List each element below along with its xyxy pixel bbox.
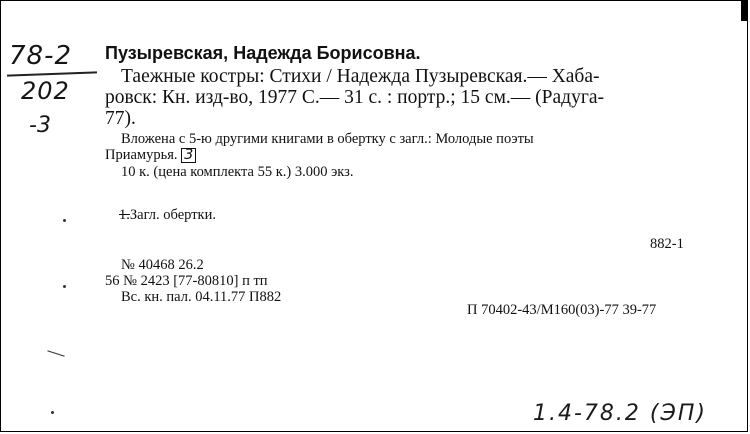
reference-number: 882-1: [650, 236, 684, 252]
note-line-2: [105, 147, 196, 164]
corner-notch: [741, 1, 747, 21]
service-line-3: Вс. кн. пал. 04.11.77 П882: [121, 289, 282, 305]
service-line-1: № 40468 26.2: [121, 257, 204, 273]
classification-middle: 202: [21, 77, 70, 105]
classification-bottom: -3: [29, 113, 51, 138]
author-heading: Пузыревская, Надежда Борисовна.: [105, 43, 421, 63]
bottom-handwriting: 1.4-78.2 (ЭП): [533, 401, 707, 426]
price-line: 10 к. (цена комплекта 55 к.) 3.000 экз.: [121, 164, 354, 180]
specks: [51, 411, 54, 414]
specks: [63, 285, 66, 288]
index-code: П 70402-43/М160(03)-77 39-77: [467, 302, 657, 318]
title-line-2: ровск: Кн. изд-во, 1977 С.— 31 с. : портр.; 15 см.— (Радуга-: [105, 87, 604, 108]
note-line-1: Вложена с 5-ю другими книгами в обертку с загл.: Молодые поэты: [121, 131, 534, 147]
cover-note-text: Загл. обертки.: [129, 207, 216, 223]
classification-divider: [7, 71, 97, 76]
classification-top: 78-2: [9, 41, 73, 71]
boxed-number: 3: [181, 148, 196, 163]
cover-note: [119, 207, 216, 224]
title-line-3: 77).: [105, 108, 136, 129]
title-line-1: Таежные костры: Стихи / Надежда Пузыревская.— Хаба-: [121, 66, 600, 87]
service-line-2: 56 № 2423 [77-80810] п тп: [105, 273, 268, 289]
cover-note-mark: 1.: [119, 207, 130, 223]
note-line-2-text: Приамурья.: [105, 147, 178, 163]
scratch-mark: [47, 350, 64, 357]
specks: [63, 219, 66, 222]
